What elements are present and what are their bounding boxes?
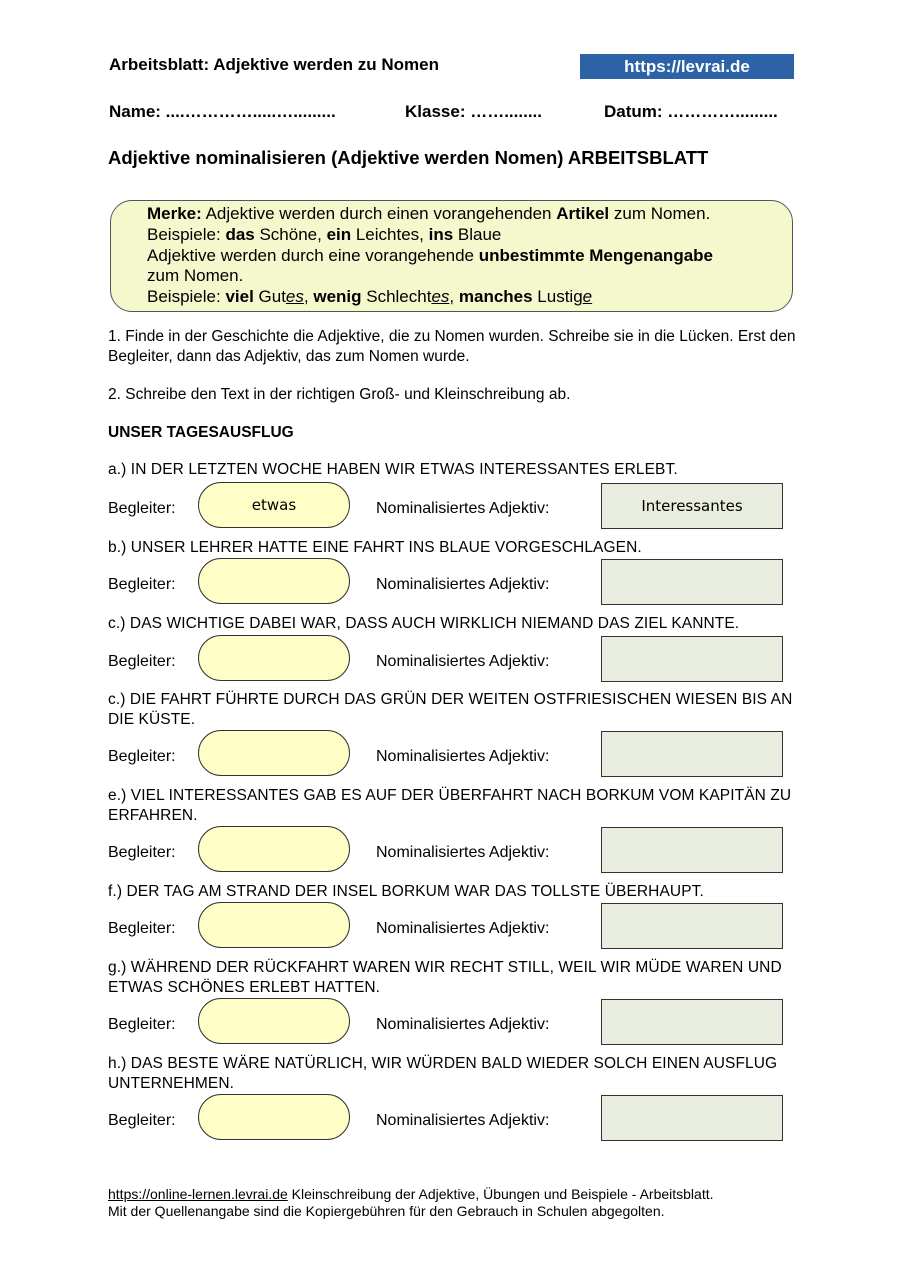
task-text: h.) DAS BESTE WÄRE NATÜRLICH, WIR WÜRDEN BALD WIEDER SOLCH EINEN AUSFLUG UNTERNEHMEN.	[108, 1055, 778, 1092]
adjektiv-label: Nominalisiertes Adjektiv:	[376, 748, 550, 765]
adjektiv-input[interactable]	[601, 903, 783, 949]
task-text: f.) DER TAG AM STRAND DER INSEL BORKUM WAR DAS TOLLSTE ÜBERHAUPT.	[108, 883, 704, 900]
task-text: c.) DAS WICHTIGE DABEI WAR, DASS AUCH WIRKLICH NIEMAND DAS ZIEL KANNTE.	[108, 615, 740, 632]
begleiter-label: Begleiter:	[108, 748, 176, 765]
adjektiv-label: Nominalisiertes Adjektiv:	[376, 844, 550, 861]
section-title: UNSER TAGESAUSFLUG	[108, 424, 294, 441]
begleiter-label: Begleiter:	[108, 1016, 176, 1033]
adjektiv-input[interactable]	[601, 731, 783, 777]
adjektiv-label: Nominalisiertes Adjektiv:	[376, 1112, 550, 1129]
begleiter-input[interactable]	[198, 730, 350, 776]
begleiter-input[interactable]	[198, 902, 350, 948]
begleiter-label: Begleiter:	[108, 500, 176, 517]
task-text: a.) IN DER LETZTEN WOCHE HABEN WIR ETWAS INTERESSANTES ERLEBT.	[108, 461, 678, 478]
worksheet-title: Arbeitsblatt: Adjektive werden zu Nomen	[109, 55, 439, 74]
task-text: b.) UNSER LEHRER HATTE EINE FAHRT INS BLAUE VORGESCHLAGEN.	[108, 539, 642, 556]
merke-line-4: zum Nomen.	[147, 266, 244, 286]
adjektiv-label: Nominalisiertes Adjektiv:	[376, 653, 550, 670]
begleiter-label: Begleiter:	[108, 576, 176, 593]
task-text: e.) VIEL INTERESSANTES GAB ES AUF DER ÜBERFAHRT NACH BORKUM VOM KAPITÄN ZU ERFAHREN.	[108, 787, 792, 824]
begleiter-input[interactable]	[198, 1094, 350, 1140]
adjektiv-label: Nominalisiertes Adjektiv:	[376, 920, 550, 937]
page-heading: Adjektive nominalisieren (Adjektive werden Nomen) ARBEITSBLATT	[108, 147, 709, 168]
footer-link[interactable]: https://online-lernen.levrai.de	[108, 1186, 288, 1202]
begleiter-label: Begleiter:	[108, 1112, 176, 1129]
begleiter-input[interactable]	[198, 635, 350, 681]
adjektiv-input[interactable]	[601, 999, 783, 1045]
task-text: g.) WÄHREND DER RÜCKFAHRT WAREN WIR RECHT STILL, WEIL WIR MÜDE WAREN UND ETWAS SCHÖNES ERLEBT HATTEN.	[108, 959, 782, 996]
instruction-1: 1. Finde in der Geschichte die Adjektive, die zu Nomen wurden. Schreibe sie in die Lücken. Erst den Begleiter, dann das Adjektiv, das zum Nomen wurde.	[108, 328, 796, 365]
adjektiv-input[interactable]	[601, 559, 783, 605]
merke-line-1: Merke: Adjektive werden durch einen vorangehenden Artikel zum Nomen.	[147, 204, 711, 223]
adjektiv-input[interactable]	[601, 827, 783, 873]
begleiter-label: Begleiter:	[108, 844, 176, 861]
begleiter-label: Begleiter:	[108, 920, 176, 937]
adjektiv-input[interactable]	[601, 636, 783, 682]
footer	[108, 1186, 828, 1220]
task-text: c.) DIE FAHRT FÜHRTE DURCH DAS GRÜN DER WEITEN OSTFRIESISCHEN WIESEN BIS AN DIE KÜSTE.	[108, 691, 793, 728]
adjektiv-input[interactable]: Interessantes	[601, 483, 783, 529]
class-field: Klasse: ……........	[405, 102, 542, 121]
date-field: Datum: ………….........	[604, 102, 778, 121]
begleiter-input[interactable]	[198, 826, 350, 872]
name-field: Name: ....………….....….........	[109, 102, 336, 121]
adjektiv-label: Nominalisiertes Adjektiv:	[376, 576, 550, 593]
merke-line-2: Beispiele: das Schöne, ein Leichtes, ins Blaue	[147, 224, 502, 244]
begleiter-label: Begleiter:	[108, 653, 176, 670]
adjektiv-input[interactable]	[601, 1095, 783, 1141]
adjektiv-label: Nominalisiertes Adjektiv:	[376, 1016, 550, 1033]
instruction-2: 2. Schreibe den Text in der richtigen Groß- und Kleinschreibung ab.	[108, 386, 571, 403]
site-url-banner[interactable]: https://levrai.de	[580, 54, 794, 79]
merke-line-3: Adjektive werden durch eine vorangehende unbestimmte Mengenangabe	[147, 245, 713, 265]
begleiter-input[interactable]	[198, 998, 350, 1044]
begleiter-input[interactable]: etwas	[198, 482, 350, 528]
footer-line-1: https://online-lernen.levrai.de Kleinschreibung der Adjektive, Übungen und Beispiele - Arbeitsblatt.	[108, 1186, 714, 1202]
adjektiv-label: Nominalisiertes Adjektiv:	[376, 500, 550, 517]
begleiter-input[interactable]	[198, 558, 350, 604]
merke-box	[110, 200, 793, 312]
footer-line-2: Mit der Quellenangabe sind die Kopiergebühren für den Gebrauch in Schulen abgegolten.	[108, 1203, 665, 1219]
merke-line-5: Beispiele: viel Gutes, wenig Schlechtes, manches Lustige	[147, 287, 593, 307]
